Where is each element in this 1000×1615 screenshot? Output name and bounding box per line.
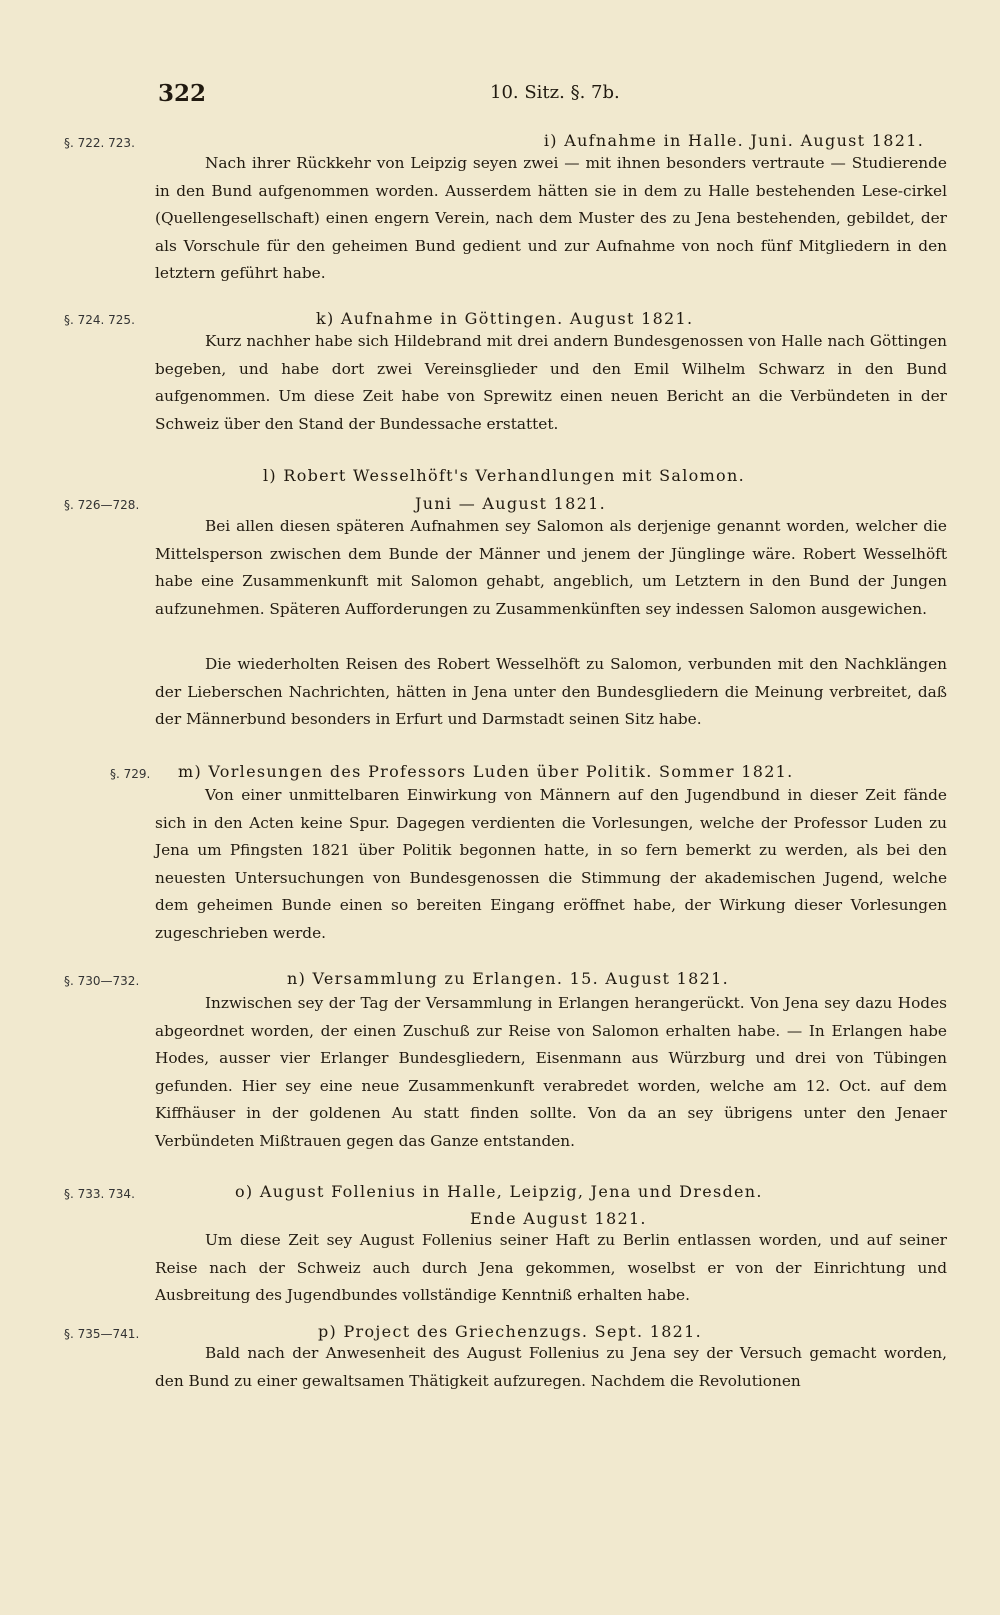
margin-reference: §. 730—732. <box>64 974 140 988</box>
section-title: l) Robert Wesselhöft's Verhandlungen mit Salomon. <box>263 466 745 485</box>
page-number: 322 <box>158 80 207 107</box>
margin-reference: §. 735—741. <box>64 1327 140 1341</box>
section-title: m) Vorlesungen des Professors Luden über Politik. Sommer 1821. <box>178 762 794 781</box>
section-text: Inzwischen sey der Tag der Versammlung in Erlangen herangerückt. Von Jena sey dazu Hodes abgeordnet worden, der einen Zuschuß zur Reise von Salomon erhalten habe. — In Erlangen habe Hodes, ausser vier Erlanger Bundesgliedern, Eisenmann aus Würzburg und drei von Tübingen gefunden. Hier sey eine neue Zusammenkunft verabredet worden, welche am 12. Oct. auf dem Kiffhäuser in der goldenen Au statt finden sollte. Von da an sey übrigens unter den Jenaer Verbündeten Mißtrauen gegen das Ganze entstanden. <box>155 994 947 1150</box>
page-header <box>158 80 680 120</box>
section-title-date: Juni — August 1821. <box>415 494 606 513</box>
margin-reference: §. 726—728. <box>64 498 140 512</box>
margin-reference: §. 733. 734. <box>64 1187 135 1201</box>
margin-reference: §. 729. <box>110 767 151 781</box>
section-title: n) Versammlung zu Erlangen. 15. August 1821. <box>287 969 729 988</box>
section-text-2: Die wiederholten Reisen des Robert Wesselhöft zu Salomon, verbunden mit den Nachklängen der Lieberschen Nachrichten, hätten in Jena unter den Bundesgliedern die Meinung verbreitet, daß der Männerbund besonders in Erfurt und Darmstadt seinen Sitz habe. <box>155 655 947 728</box>
section-text: Nach ihrer Rückkehr von Leipzig seyen zwei — mit ihnen besonders vertraute — Studierende in den Bund aufgenommen worden. Ausserdem hätten sie in dem zu Halle bestehenden Lese-cirkel (Quellengesellschaft) einen engern Verein, nach dem Muster des zu Jena bestehenden, gebildet, der als Vorschule für den geheimen Bund gedient und zur Aufnahme von noch fünf Mitgliedern in den letztern geführt habe. <box>155 154 947 282</box>
section-title: p) Project des Griechenzugs. Sept. 1821. <box>318 1322 703 1341</box>
section-text: Bald nach der Anwesenheit des August Follenius zu Jena sey der Versuch gemacht worden, den Bund zu einer gewaltsamen Thätigkeit aufzuregen. Nachdem die Revolutionen <box>155 1344 947 1390</box>
section-text: Kurz nachher habe sich Hildebrand mit drei andern Bundesgenossen von Halle nach Göttingen begeben, und habe dort zwei Vereinsglieder und den Emil Wilhelm Schwarz in den Bund aufgenommen. Um diese Zeit habe von Sprewitz einen neuen Bericht an die Verbündeten in der Schweiz über den Stand der Bundessache erstattet. <box>155 332 947 433</box>
running-heading: 10. Sitz. §. 7b. <box>490 82 620 103</box>
section-title: k) Aufnahme in Göttingen. August 1821. <box>316 309 694 328</box>
section-title: o) August Follenius in Halle, Leipzig, Jena und Dresden. <box>235 1182 763 1201</box>
section-text: Von einer unmittelbaren Einwirkung von Männern auf den Jugendbund in dieser Zeit fände sich in den Acten keine Spur. Dagegen verdienten die Vorlesungen, welche der Professor Luden zu Jena um Pfingsten 1821 über Politik begonnen hatte, in so fern bemerkt zu werden, als bei den neuesten Untersuchungen von Bundesgenossen die Stimmung der akademischen Jugend, welche dem geheimen Bunde einen so bereiten Eingang eröffnet habe, der Wirkung dieser Vorlesungen zugeschrieben werde. <box>155 786 947 942</box>
section-title-date: Ende August 1821. <box>470 1209 647 1228</box>
section-title: i) Aufnahme in Halle. Juni. August 1821. <box>543 131 925 150</box>
section-text: Um diese Zeit sey August Follenius seiner Haft zu Berlin entlassen worden, und auf seiner Reise nach der Schweiz auch durch Jena gekommen, woselbst er von der Einrichtung und Ausbreitung des Jugendbundes vollständige Kenntniß erhalten habe. <box>155 1231 947 1304</box>
section-text: Bei allen diesen späteren Aufnahmen sey Salomon als derjenige genannt worden, welcher die Mittelsperson zwischen dem Bunde der Männer und jenem der Jünglinge wäre. Robert Wesselhöft habe eine Zusammenkunft mit Salomon gehabt, angeblich, um Letztern in den Bund der Jungen aufzunehmen. Späteren Aufforderungen zu Zusammenkünften sey indessen Salomon ausgewichen. <box>155 517 947 618</box>
margin-reference: §. 724. 725. <box>64 313 135 327</box>
margin-reference: §. 722. 723. <box>64 136 135 150</box>
